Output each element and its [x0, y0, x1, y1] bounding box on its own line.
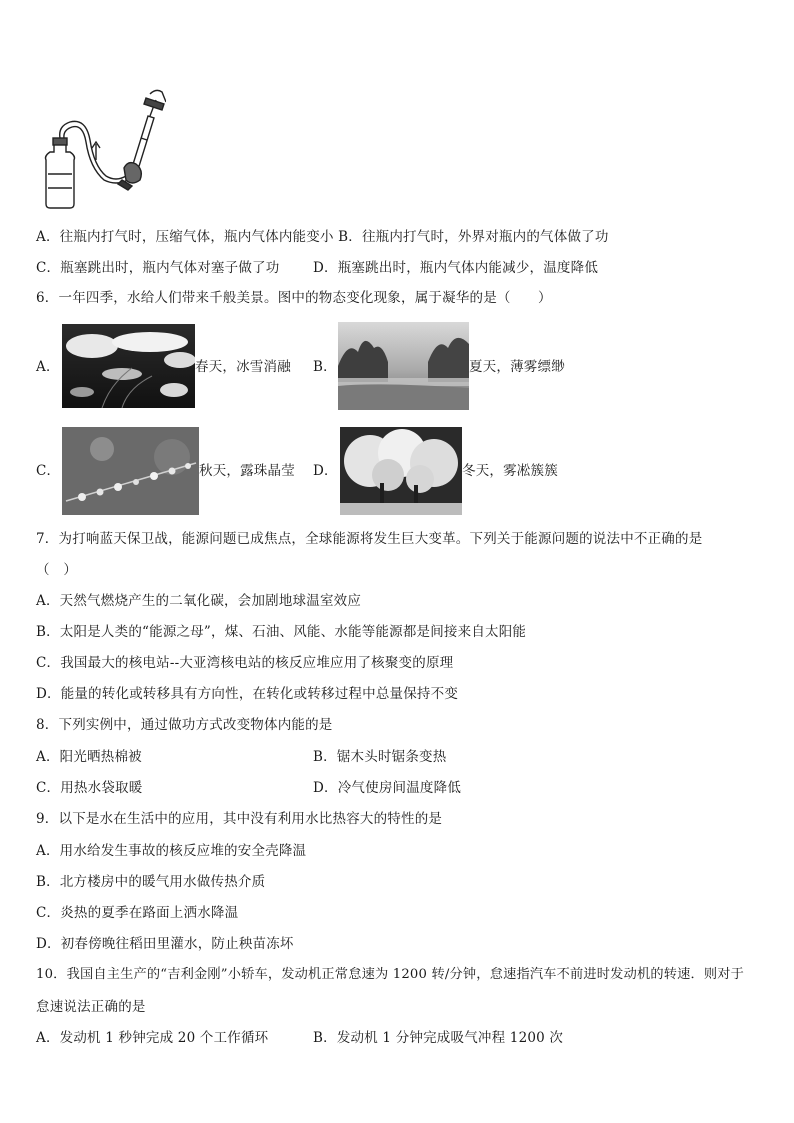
q8-option-d: D．冷气使房间温度降低 — [313, 780, 462, 796]
misty-river-photo — [338, 322, 469, 410]
q6-option-b-letter: B． — [313, 359, 337, 375]
q6-option-a-text: 春天，冰雪消融 — [195, 359, 291, 375]
q9-option-a: A．用水给发生事故的核反应堆的安全壳降温 — [36, 843, 307, 859]
q7-option-d: D．能量的转化或转移具有方向性，在转化或转移过程中总量保持不变 — [36, 686, 459, 702]
rime-trees-photo — [340, 427, 462, 515]
q9-stem: 9．以下是水在生活中的应用，其中没有利用水比热容大的特性的是 — [36, 811, 443, 827]
q7-answer-paren: （ ） — [36, 562, 78, 578]
q10-stem-continued: 怠速说法正确的是 — [36, 999, 146, 1015]
dewdrops-photo — [62, 427, 199, 515]
q9-option-d: D．初春傍晚往稻田里灌水，防止秧苗冻坏 — [36, 936, 294, 952]
q6-option-c-letter: C． — [36, 463, 61, 479]
q10-option-a: A．发动机 1 秒钟完成 20 个工作循环 — [36, 1030, 269, 1046]
q9-option-b: B．北方楼房中的暖气用水做传热介质 — [36, 874, 266, 890]
q7-stem: 7．为打响蓝天保卫战，能源问题已成焦点，全球能源将发生巨大变革。下列关于能源问题的说法中不正确的是 — [36, 531, 703, 547]
q8-option-a: A．阳光晒热棉被 — [36, 749, 142, 765]
q10-stem: 10．我国自主生产的“吉利金刚”小轿车，发动机正常怠速为 1200 转/分钟，怠速指汽车不前进时发动机的转速．则对于 — [36, 967, 745, 982]
q6-stem: 6．一年四季，水给人们带来千般美景。图中的物态变化现象，属于凝华的是（ ） — [36, 290, 552, 306]
q8-stem: 8．下列实例中，通过做功方式改变物体内能的是 — [36, 717, 333, 733]
q9-option-c: C．炎热的夏季在路面上洒水降温 — [36, 905, 239, 921]
q8-option-b: B．锯木头时锯条变热 — [313, 749, 447, 765]
q5-option-a-b: A．往瓶内打气时，压缩气体，瓶内气体内能变小 B．往瓶内打气时，外界对瓶内的气体做了功 — [36, 229, 609, 245]
snow-melting-photo — [62, 324, 195, 408]
q7-option-a: A．天然气燃烧产生的二氧化碳，会加剧地球温室效应 — [36, 593, 362, 609]
bottle-pump-illustration — [36, 88, 166, 212]
q5-option-d: D．瓶塞跳出时，瓶内气体内能减少，温度降低 — [313, 260, 599, 276]
q6-option-d-letter: D． — [313, 463, 338, 479]
q6-option-d-text: 冬天，雾凇簇簇 — [462, 463, 558, 479]
q5-option-c: C．瓶塞跳出时，瓶内气体对塞子做了功 — [36, 260, 280, 276]
q7-option-c: C．我国最大的核电站--大亚湾核电站的核反应堆应用了核聚变的原理 — [36, 655, 454, 671]
q6-option-b-text: 夏天，薄雾缥缈 — [469, 359, 565, 375]
q7-option-b: B．太阳是人类的“能源之母”，煤、石油、风能、水能等能源都是间接来自太阳能 — [36, 624, 527, 640]
q6-option-c-text: 秋天，露珠晶莹 — [199, 463, 295, 479]
q10-option-b: B．发动机 1 分钟完成吸气冲程 1200 次 — [313, 1030, 564, 1046]
q6-option-a-letter: A． — [36, 359, 60, 375]
q8-option-c: C．用热水袋取暖 — [36, 780, 143, 796]
